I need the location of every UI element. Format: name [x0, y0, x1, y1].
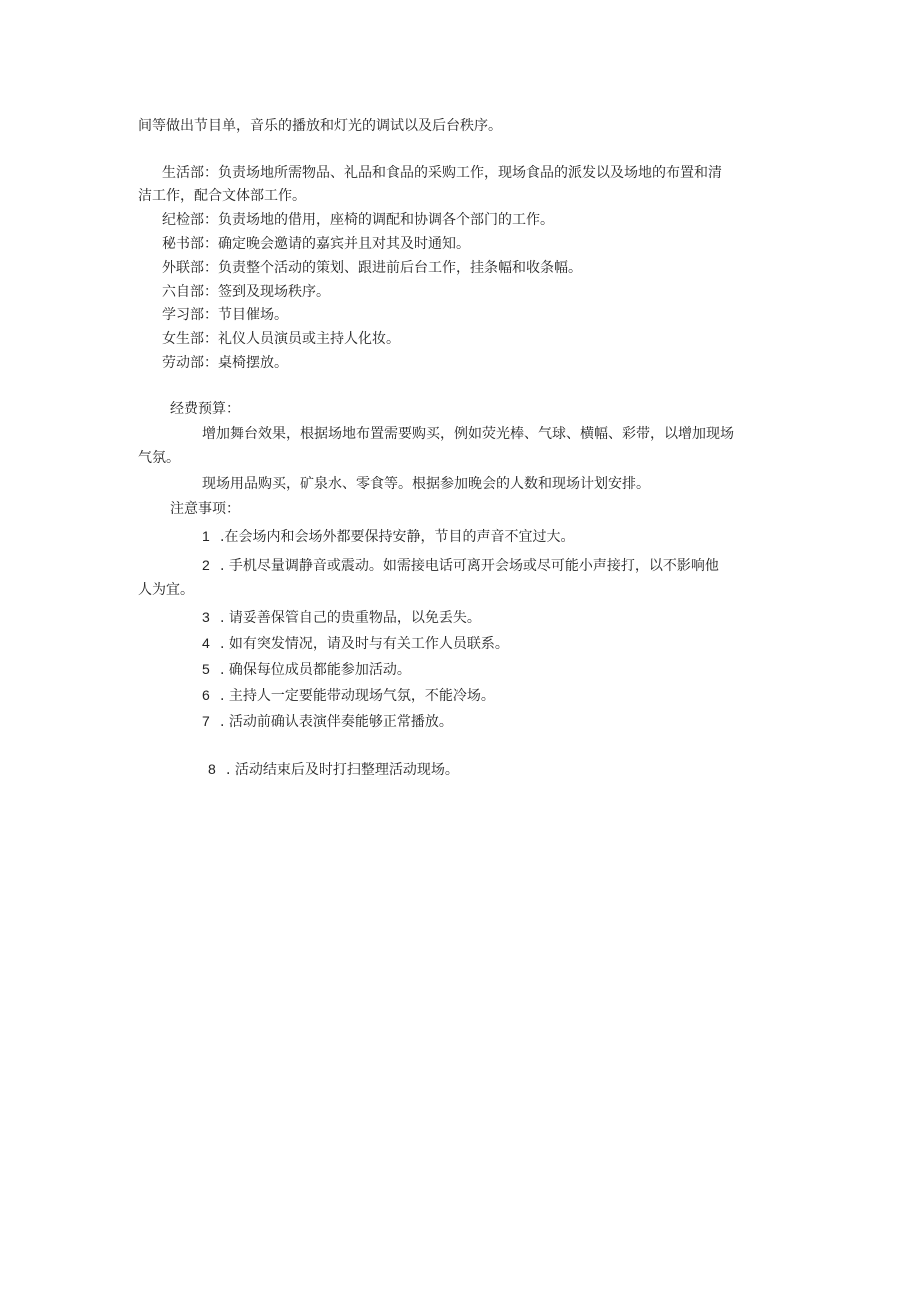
note-number: 5 — [202, 661, 210, 677]
dept-liaison: 外联部：负责整个活动的策划、跟进前后台工作，挂条幅和收条幅。 — [162, 260, 582, 276]
note-text: . 请妥善保管自己的贵重物品，以免丢失。 — [220, 610, 481, 626]
note-number: 4 — [202, 635, 210, 651]
dept-discipline: 纪检部：负责场地的借用，座椅的调配和协调各个部门的工作。 — [162, 212, 554, 228]
intro-line: 间等做出节目单，音乐的播放和灯光的调试以及后台秩序。 — [138, 118, 502, 134]
note-text: . 确保每位成员都能参加活动。 — [220, 662, 411, 678]
budget-para2: 现场用品购买，矿泉水、零食等。根据参加晚会的人数和现场计划安排。 — [202, 476, 650, 492]
note-item-6 — [202, 685, 495, 706]
notes-heading: 注意事项： — [170, 501, 240, 517]
note-number: 7 — [202, 713, 210, 729]
note-number: 6 — [202, 687, 210, 703]
note-item-8 — [208, 759, 459, 780]
note-text: . 手机尽量调静音或震动。如需接电话可离开会场或尽可能小声接打，以不影响他 — [220, 558, 719, 574]
budget-para1-line1: 增加舞台效果，根据场地布置需要购买，例如荧光棒、气球、横幅、彩带，以增加现场 — [202, 426, 734, 442]
dept-female: 女生部：礼仪人员演员或主持人化妆。 — [162, 331, 400, 347]
dept-labor: 劳动部：桌椅摆放。 — [162, 355, 288, 371]
budget-heading: 经费预算： — [170, 401, 240, 417]
note-text: . 如有突发情况，请及时与有关工作人员联系。 — [220, 636, 509, 652]
note-item-5 — [202, 659, 411, 680]
note-number: 8 — [208, 761, 216, 777]
note-text: . 主持人一定要能带动现场气氛，不能冷场。 — [220, 688, 495, 704]
note-number: 2 — [202, 557, 210, 573]
dept-life-line2: 洁工作，配合文体部工作。 — [138, 188, 306, 204]
note-number: 1 — [202, 528, 210, 544]
dept-life-line1: 生活部：负责场地所需物品、礼品和食品的采购工作，现场食品的派发以及场地的布置和清 — [162, 165, 722, 181]
note-item-2 — [202, 555, 719, 576]
note-item-4 — [202, 633, 509, 654]
budget-para1-line2: 气氛。 — [138, 450, 180, 466]
note-text: . 活动结束后及时打扫整理活动现场。 — [226, 762, 459, 778]
dept-secretary: 秘书部：确定晚会邀请的嘉宾并且对其及时通知。 — [162, 236, 470, 252]
note-item-2-line2: 人为宜。 — [138, 582, 194, 598]
note-item-7 — [202, 711, 453, 732]
note-text: .在会场内和会场外都要保持安静，节目的声音不宜过大。 — [220, 529, 575, 545]
note-number: 3 — [202, 609, 210, 625]
dept-six: 六自部：签到及现场秩序。 — [162, 284, 330, 300]
dept-study: 学习部：节目催场。 — [162, 307, 288, 323]
note-text: . 活动前确认表演伴奏能够正常播放。 — [220, 714, 453, 730]
note-item-1 — [202, 526, 574, 547]
note-item-3 — [202, 607, 481, 628]
